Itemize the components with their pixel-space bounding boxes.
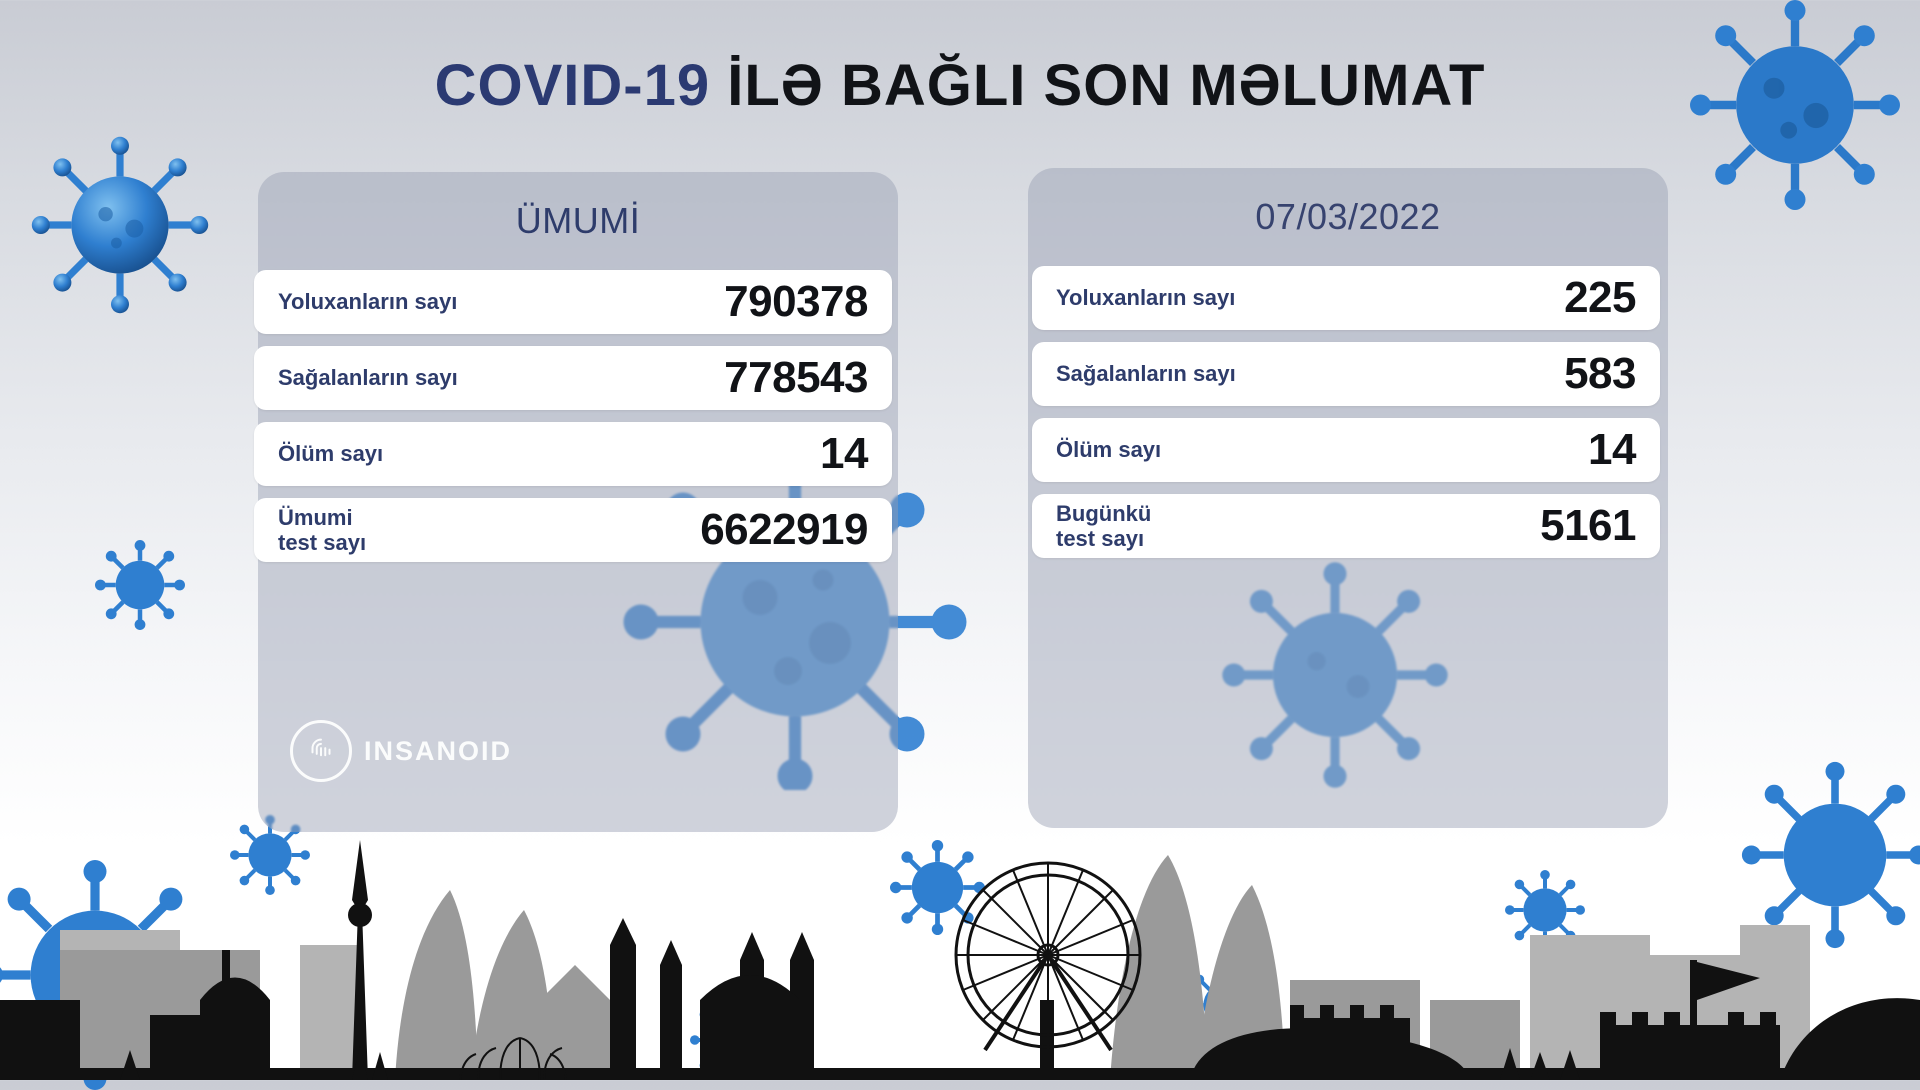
stat-row-tests-total	[254, 498, 892, 562]
panel-daily-header: 07/03/2022	[1255, 196, 1441, 237]
stat-row-deaths-daily	[1032, 418, 1660, 482]
panel-daily-rows	[1028, 266, 1668, 570]
stat-row-recovered-total	[254, 346, 892, 410]
stat-value: 778543	[724, 353, 868, 402]
stat-label: Ölüm sayı	[1056, 437, 1162, 463]
stat-value: 5161	[1540, 501, 1636, 550]
panel-total-rows	[258, 270, 898, 574]
stat-row-cases-total	[254, 270, 892, 334]
stat-label: Bugünkü test sayı	[1056, 500, 1152, 551]
stat-value: 790378	[724, 277, 868, 326]
stat-label: Ölüm sayı	[278, 441, 384, 467]
panel-daily	[1028, 168, 1668, 828]
stat-label: Sağalanların sayı	[278, 365, 458, 391]
watermark-text: INSANOID	[364, 735, 513, 766]
stat-value: 583	[1564, 349, 1636, 398]
stat-row-recovered-daily	[1032, 342, 1660, 406]
stat-value: 14	[1588, 425, 1636, 474]
stat-label: Yoluxanların sayı	[1056, 285, 1236, 311]
virus-icon	[95, 540, 185, 630]
panel-total-header: ÜMUMİ	[515, 200, 641, 241]
stat-label: Ümumi test sayı	[278, 504, 367, 555]
stat-value: 14	[820, 429, 868, 478]
stat-value: 6622919	[700, 505, 868, 554]
stat-value: 225	[1564, 273, 1636, 322]
virus-icon	[30, 135, 210, 315]
page-title	[0, 52, 1920, 119]
stat-row-cases-daily	[1032, 266, 1660, 330]
stat-label: Sağalanların sayı	[1056, 361, 1236, 387]
stat-row-tests-daily	[1032, 494, 1660, 558]
baku-skyline	[0, 750, 1920, 1080]
page-title-accent: COVID-19	[434, 53, 711, 118]
page-title-rest: İLƏ BAĞLI SON MƏLUMAT	[727, 53, 1486, 118]
stat-row-deaths-total	[254, 422, 892, 486]
stat-label: Yoluxanların sayı	[278, 289, 458, 315]
